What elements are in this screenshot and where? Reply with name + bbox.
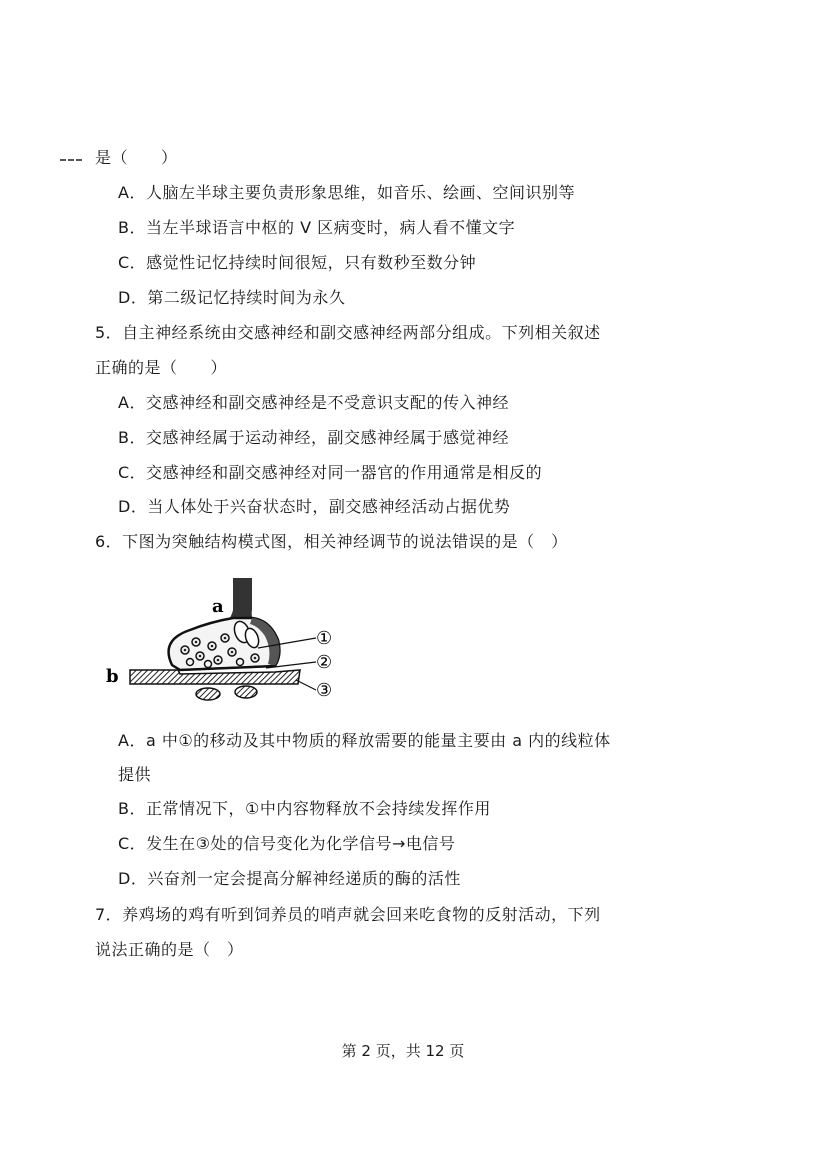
q5-option-a: A．交感神经和副交感神经是不受意识支配的传入神经 <box>118 393 509 412</box>
post-mitochondrion-2 <box>235 686 257 698</box>
q6-option-a-line1: A．a 中①的移动及其中物质的释放需要的能量主要由 a 内的线粒体 <box>118 731 611 750</box>
scan-mark <box>60 146 88 152</box>
post-mitochondrion-1 <box>196 688 220 700</box>
label-a: a <box>212 596 224 617</box>
leader-3 <box>296 680 316 690</box>
q5-stem-line1: 5．自主神经系统由交感神经和副交感神经两部分组成。下列相关叙述 <box>95 323 601 342</box>
q7-stem-line2: 说法正确的是（ ） <box>95 940 244 959</box>
label-3: ③ <box>316 680 333 701</box>
label-b: b <box>106 666 119 687</box>
q4-option-a: A．人脑左半球主要负责形象思维，如音乐、绘画、空间识别等 <box>118 183 575 202</box>
label-1: ① <box>316 628 333 649</box>
q5-option-d: D．当人体处于兴奋状态时，副交感神经活动占据优势 <box>118 497 511 516</box>
q5-option-b: B．交感神经属于运动神经，副交感神经属于感觉神经 <box>118 428 509 447</box>
label-2: ② <box>316 652 333 673</box>
q5-option-c: C．交感神经和副交感神经对同一器官的作用通常是相反的 <box>118 463 543 482</box>
q7-stem-line1: 7．养鸡场的鸡有听到饲养员的哨声就会回来吃食物的反射活动，下列 <box>95 905 601 924</box>
q4-option-b: B．当左半球语言中枢的 V 区病变时，病人看不懂文字 <box>118 218 516 237</box>
q4-stem-tail: 是（ ） <box>95 148 178 167</box>
q6-option-d: D．兴奋剂一定会提高分解神经递质的酶的活性 <box>118 869 461 888</box>
q4-option-d: D．第二级记忆持续时间为永久 <box>118 288 346 307</box>
page-footer <box>0 1040 816 1061</box>
q6-option-c: C．发生在③处的信号变化为化学信号→电信号 <box>118 834 456 853</box>
q4-option-c: C．感觉性记忆持续时间很短，只有数秒至数分钟 <box>118 253 477 272</box>
q6-option-b: B．正常情况下，①中内容物释放不会持续发挥作用 <box>118 799 491 818</box>
q6-option-a-line2: 提供 <box>118 765 152 784</box>
synapse-diagram <box>100 570 360 710</box>
q5-stem-line2: 正确的是（ ） <box>95 358 228 377</box>
postsynaptic-membrane <box>130 670 300 684</box>
page-number: 第 2 页，共 12 页 <box>341 1042 465 1060</box>
q6-stem: 6．下图为突触结构模式图，相关神经调节的说法错误的是（ ） <box>95 532 568 551</box>
